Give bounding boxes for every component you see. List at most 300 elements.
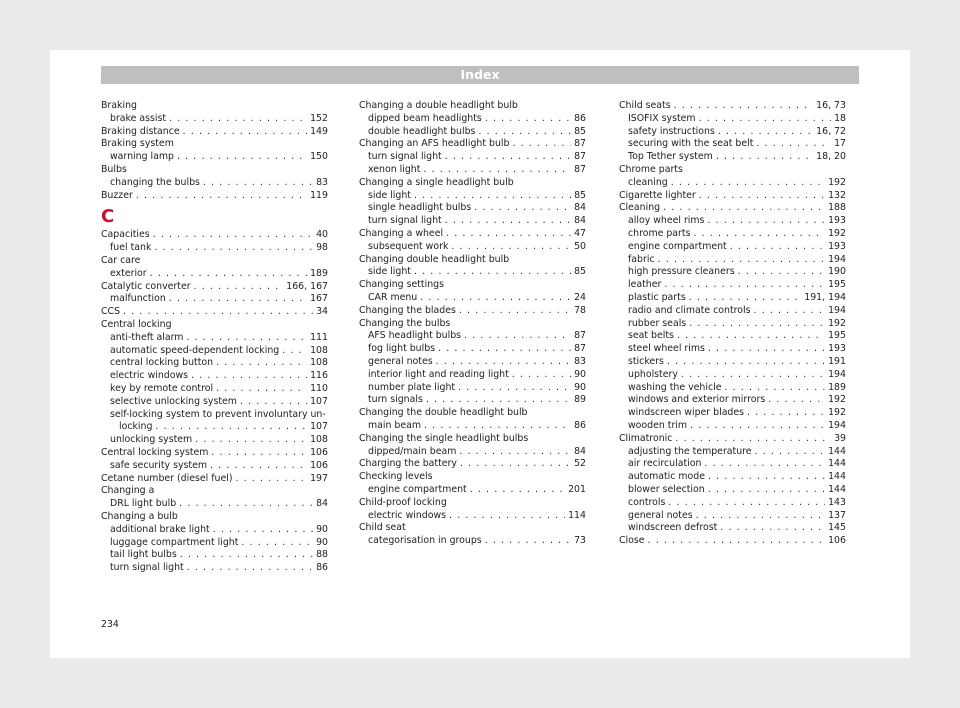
dot-leader	[423, 164, 571, 177]
entry-term: dipped/main beam	[368, 445, 457, 457]
dot-leader	[755, 446, 826, 459]
entry-term: cleaning	[628, 176, 668, 188]
index-heading: Changing a	[101, 485, 155, 497]
index-subentry	[619, 177, 846, 190]
entry-term: Cetane number (diesel fuel)	[101, 472, 233, 484]
index-heading: Changing a double headlight bulb	[359, 100, 518, 111]
dot-leader	[474, 202, 571, 215]
entry-term: exterior	[110, 267, 147, 279]
index-subentry	[619, 420, 846, 433]
entry-page-ref: 73	[574, 535, 586, 547]
entry-term: Changing an AFS headlight bulb	[359, 138, 510, 150]
entry-page-ref: 84	[316, 498, 328, 510]
entry-page-ref: 16, 73	[816, 100, 846, 111]
entry-term: stickers	[628, 355, 664, 367]
entry-page-ref: 192	[828, 227, 846, 239]
dot-leader	[664, 279, 825, 292]
index-subentry	[619, 330, 846, 343]
entry-page-ref: 98	[316, 242, 328, 254]
index-subentry	[619, 113, 846, 126]
entry-page-ref: 108	[310, 344, 328, 356]
dot-leader	[648, 535, 826, 548]
index-subentry	[359, 151, 586, 164]
entry-page-ref: 201	[568, 483, 586, 495]
entry-page-ref: 190	[828, 266, 846, 278]
index-subentry	[101, 370, 328, 383]
index-subentry	[359, 420, 586, 433]
dot-leader	[203, 177, 313, 190]
index-subentry	[619, 266, 846, 279]
index-subentry	[619, 138, 846, 151]
entry-term: windscreen defrost	[628, 522, 718, 534]
entry-term: Cigarette lighter	[619, 189, 696, 201]
index-column-3	[619, 100, 846, 548]
dot-leader	[690, 420, 825, 433]
entry-page-ref: 144	[828, 445, 846, 457]
index-heading: Changing a single headlight bulb	[359, 176, 514, 188]
dot-leader	[438, 343, 571, 356]
entry-page-ref: 87	[574, 163, 586, 175]
entry-term: windscreen wiper blades	[628, 407, 745, 419]
dot-leader	[696, 510, 825, 523]
entry-page-ref: 106	[828, 535, 846, 547]
entry-page-ref: 188	[828, 202, 846, 214]
index-subentry	[359, 202, 586, 215]
entry-term: interior light and reading light	[368, 368, 509, 380]
entry-term: turn signal light	[110, 562, 184, 574]
entry-term: DRL light bulb	[110, 498, 177, 510]
entry-page-ref: 195	[828, 279, 846, 291]
index-column-1	[101, 100, 328, 575]
dot-leader	[708, 471, 825, 484]
dot-leader	[699, 113, 832, 126]
entry-term: brake assist	[110, 112, 167, 124]
index-entry	[101, 447, 328, 460]
dot-leader	[150, 268, 307, 281]
entry-page-ref: 114	[568, 509, 586, 521]
entry-page-ref: 193	[828, 343, 846, 355]
entry-page-ref: 34	[316, 306, 328, 318]
index-subentry	[619, 151, 846, 164]
index-subentry	[359, 382, 586, 395]
entry-term: Buzzer	[101, 189, 133, 201]
entry-term: Changing a wheel	[359, 227, 444, 239]
entry-term: blower selection	[628, 483, 705, 495]
index-subentry	[619, 305, 846, 318]
entry-term: electric windows	[368, 509, 447, 521]
dot-leader	[179, 498, 313, 511]
entry-term: wooden trim	[628, 419, 688, 431]
entry-page-ref: 166, 167	[286, 280, 328, 292]
entry-page-ref: 87	[574, 138, 586, 150]
entry-term: side light	[368, 266, 411, 278]
entry-term: fabric	[628, 253, 655, 265]
index-subentry	[619, 407, 846, 420]
index-heading: Changing the bulbs	[359, 317, 451, 329]
dot-leader	[768, 394, 825, 407]
index-subentry	[101, 268, 328, 281]
index-heading: Central locking	[101, 318, 172, 330]
index-entry	[619, 202, 846, 215]
dot-leader	[426, 394, 571, 407]
entry-term: changing the bulbs	[110, 176, 200, 188]
index-subentry	[619, 228, 846, 241]
dot-leader	[186, 332, 307, 345]
entry-page-ref: 107	[310, 421, 328, 433]
dot-leader	[155, 421, 307, 434]
index-entry	[359, 138, 586, 151]
index-heading: Changing the double headlight bulb	[359, 407, 528, 419]
entry-term: general notes	[368, 355, 433, 367]
dot-leader	[459, 305, 571, 318]
index-heading: Changing a bulb	[101, 510, 178, 522]
entry-term: electric windows	[110, 370, 189, 382]
dot-leader	[485, 113, 571, 126]
index-column-2	[359, 100, 586, 548]
index-subentry	[619, 522, 846, 535]
index-subentry	[101, 113, 328, 126]
entry-page-ref: 189	[828, 381, 846, 393]
index-subentry	[359, 241, 586, 254]
entry-page-ref: 116	[310, 370, 328, 382]
index-subentry	[359, 484, 586, 497]
index-subentry	[101, 357, 328, 370]
index-subentry	[359, 126, 586, 139]
index-entry	[101, 306, 328, 319]
dot-leader	[177, 151, 307, 164]
index-subentry	[359, 215, 586, 228]
entry-term: AFS headlight bulbs	[368, 330, 462, 342]
entry-page-ref: 194	[828, 304, 846, 316]
entry-page-ref: 194	[828, 253, 846, 265]
dot-leader	[445, 215, 571, 228]
entry-page-ref: 144	[828, 471, 846, 483]
entry-page-ref: 195	[828, 330, 846, 342]
entry-page-ref: 86	[574, 112, 586, 124]
entry-page-ref: 18	[834, 112, 846, 124]
entry-term: CCS	[101, 306, 121, 318]
index-subentry	[619, 510, 846, 523]
dot-leader	[235, 473, 307, 486]
entry-term: windows and exterior mirrors	[628, 394, 766, 406]
dot-leader	[136, 190, 307, 203]
entry-page-ref: 144	[828, 458, 846, 470]
dot-leader	[693, 228, 825, 241]
entry-page-ref: 78	[574, 304, 586, 316]
dot-leader	[738, 266, 825, 279]
entry-term: turn signal light	[368, 151, 442, 163]
entry-term: plastic parts	[628, 291, 686, 303]
entry-term: luggage compartment light	[110, 536, 239, 548]
dot-leader	[211, 447, 307, 460]
entry-term: selective unlocking system	[110, 395, 237, 407]
index-subentry	[359, 292, 586, 305]
entry-page-ref: 39	[834, 432, 846, 444]
dot-leader	[747, 407, 825, 420]
dot-leader	[169, 293, 307, 306]
index-heading: Braking system	[101, 138, 174, 150]
dot-leader	[718, 126, 813, 139]
entry-term: steel wheel rims	[628, 343, 705, 355]
dot-leader	[681, 369, 825, 382]
entry-page-ref: 89	[574, 394, 586, 406]
entry-term: side light	[368, 189, 411, 201]
entry-page-ref: 167	[310, 293, 328, 305]
index-subentry	[619, 484, 846, 497]
dot-leader	[708, 343, 825, 356]
index-heading: Checking levels	[359, 471, 433, 483]
entry-term: single headlight bulbs	[368, 202, 472, 214]
entry-term: categorisation in groups	[368, 535, 482, 547]
entry-term: unlocking system	[110, 434, 193, 446]
index-subentry	[619, 497, 846, 510]
entry-term: safe security system	[110, 459, 207, 471]
entry-page-ref: 108	[310, 434, 328, 446]
entry-term: Charging the battery	[359, 458, 457, 470]
entry-term: high pressure cleaners	[628, 266, 735, 278]
entry-page-ref: 193	[828, 240, 846, 252]
entry-term: controls	[628, 496, 666, 508]
dot-leader	[674, 100, 814, 113]
entry-term: central locking button	[110, 357, 214, 369]
dot-leader	[424, 420, 571, 433]
index-subentry	[619, 254, 846, 267]
dot-leader	[689, 318, 825, 331]
index-subentry	[619, 126, 846, 139]
dot-leader	[724, 382, 825, 395]
entry-term: Catalytic converter	[101, 280, 191, 292]
index-heading: Car care	[101, 254, 141, 266]
entry-page-ref: 143	[828, 496, 846, 508]
index-subentry	[359, 190, 586, 203]
entry-page-ref: 50	[574, 240, 586, 252]
entry-term: radio and climate controls	[628, 304, 751, 316]
index-entry	[619, 433, 846, 446]
entry-page-ref: 119	[310, 189, 328, 201]
entry-term: washing the vehicle	[628, 381, 722, 393]
dot-leader	[707, 215, 825, 228]
dot-leader	[414, 190, 571, 203]
entry-term: main beam	[368, 419, 421, 431]
index-heading: Child seat	[359, 522, 406, 534]
entry-term: malfunction	[110, 293, 166, 305]
entry-page-ref: 16, 72	[816, 125, 846, 137]
entry-page-ref: 194	[828, 419, 846, 431]
dot-leader	[216, 357, 307, 370]
dot-leader	[180, 549, 313, 562]
entry-term: CAR menu	[368, 291, 418, 303]
index-entry	[101, 473, 328, 486]
entry-term: number plate light	[368, 381, 456, 393]
index-subentry	[101, 537, 328, 550]
index-subentry	[359, 394, 586, 407]
index-entry	[359, 228, 586, 241]
dot-leader	[464, 330, 571, 343]
index-subentry	[101, 151, 328, 164]
entry-term: Capacities	[101, 229, 150, 241]
index-entry	[101, 229, 328, 242]
index-subentry-text: self-locking system to prevent involuntary un-	[110, 408, 326, 420]
index-subentry	[101, 396, 328, 409]
index-subentry	[359, 356, 586, 369]
index-subentry	[101, 421, 328, 434]
entry-page-ref: 150	[310, 151, 328, 163]
entry-term: air recirculation	[628, 458, 702, 470]
dot-leader	[458, 382, 571, 395]
entry-page-ref: 83	[316, 176, 328, 188]
dot-leader	[675, 433, 831, 446]
entry-page-ref: 197	[310, 472, 328, 484]
index-subentry	[101, 345, 328, 358]
page-header: Index	[101, 66, 859, 84]
index-subentry	[101, 562, 328, 575]
entry-page-ref: 87	[574, 343, 586, 355]
entry-page-ref: 86	[574, 419, 586, 431]
dot-leader	[708, 484, 825, 497]
entry-page-ref: 192	[828, 176, 846, 188]
dot-leader	[470, 484, 565, 497]
index-heading: Braking	[101, 100, 137, 111]
entry-term: Central locking system	[101, 446, 209, 458]
dot-leader	[210, 460, 307, 473]
index-subentry	[101, 549, 328, 562]
entry-term: alloy wheel rims	[628, 215, 705, 227]
dot-leader	[213, 524, 313, 537]
dot-leader	[485, 535, 571, 548]
index-subentry	[619, 343, 846, 356]
entry-page-ref: 192	[828, 394, 846, 406]
dot-leader	[449, 510, 565, 523]
index-heading: Child-proof locking	[359, 496, 447, 508]
entry-page-ref: 193	[828, 215, 846, 227]
index-subentry	[101, 383, 328, 396]
index-subentry	[619, 318, 846, 331]
dot-leader	[187, 562, 313, 575]
entry-page-ref: 106	[310, 459, 328, 471]
index-heading: Changing settings	[359, 279, 444, 291]
entry-page-ref: 52	[574, 458, 586, 470]
entry-term: Cleaning	[619, 202, 661, 214]
index-subentry	[101, 524, 328, 537]
entry-page-ref: 106	[310, 446, 328, 458]
dot-leader	[658, 254, 825, 267]
entry-term: adjusting the temperature	[628, 445, 752, 457]
entry-term: locking	[119, 421, 153, 433]
entry-page-ref: 192	[828, 407, 846, 419]
index-entry	[101, 281, 328, 294]
dot-leader	[667, 356, 825, 369]
index-subentry	[101, 332, 328, 345]
entry-term: subsequent work	[368, 240, 449, 252]
dot-leader	[282, 345, 307, 358]
entry-page-ref: 24	[574, 291, 586, 303]
dot-leader	[730, 241, 825, 254]
entry-page-ref: 191	[828, 355, 846, 367]
index-entry	[101, 126, 328, 139]
entry-page-ref: 85	[574, 125, 586, 137]
entry-term: dipped beam headlights	[368, 112, 482, 124]
index-subentry	[619, 458, 846, 471]
entry-term: chrome parts	[628, 227, 691, 239]
entry-term: tail light bulbs	[110, 549, 177, 561]
index-heading: Bulbs	[101, 163, 127, 175]
index-subentry	[619, 369, 846, 382]
entry-page-ref: 88	[316, 549, 328, 561]
entry-page-ref: 108	[310, 357, 328, 369]
entry-term: Child seats	[619, 100, 671, 111]
index-heading: Changing the single headlight bulbs	[359, 432, 529, 444]
entry-page-ref: 84	[574, 202, 586, 214]
index-subentry	[101, 242, 328, 255]
index-subentry	[619, 241, 846, 254]
index-subentry	[359, 330, 586, 343]
entry-term: securing with the seat belt	[628, 138, 754, 150]
entry-page-ref: 87	[574, 151, 586, 163]
entry-term: turn signal light	[368, 215, 442, 227]
index-subentry	[101, 460, 328, 473]
entry-term: fuel tank	[110, 242, 152, 254]
entry-term: automatic mode	[628, 471, 705, 483]
index-entry	[619, 535, 846, 548]
entry-page-ref: 90	[574, 368, 586, 380]
index-subentry	[359, 164, 586, 177]
index-entry	[619, 100, 846, 113]
dot-leader	[169, 113, 307, 126]
index-subentry	[101, 293, 328, 306]
entry-term: Braking distance	[101, 125, 180, 137]
dot-leader	[414, 266, 571, 279]
dot-leader	[720, 522, 825, 535]
entry-page-ref: 47	[574, 227, 586, 239]
entry-term: engine compartment	[368, 483, 467, 495]
index-subentry	[359, 266, 586, 279]
dot-leader	[241, 537, 313, 550]
dot-leader	[420, 292, 571, 305]
entry-page-ref: 90	[316, 523, 328, 535]
entry-term: upholstery	[628, 368, 678, 380]
entry-page-ref: 17	[834, 138, 846, 150]
dot-leader	[445, 151, 571, 164]
index-subentry	[101, 434, 328, 447]
entry-page-ref: 90	[574, 381, 586, 393]
entry-term: xenon light	[368, 163, 421, 175]
entry-page-ref: 18, 20	[816, 151, 846, 163]
entry-term: Climatronic	[619, 432, 673, 444]
index-entry	[619, 190, 846, 203]
entry-term: seat belts	[628, 330, 674, 342]
entry-page-ref: 85	[574, 266, 586, 278]
dot-leader	[756, 138, 831, 151]
entry-term: automatic speed-dependent locking	[110, 344, 280, 356]
index-subentry	[619, 446, 846, 459]
entry-term: double headlight bulbs	[368, 125, 476, 137]
index-letter-heading: C	[101, 206, 115, 228]
entry-term: turn signals	[368, 394, 423, 406]
page-number: 234	[101, 619, 119, 630]
index-subentry	[101, 177, 328, 190]
entry-term: Close	[619, 535, 645, 547]
entry-term: fog light bulbs	[368, 343, 436, 355]
index-heading: Chrome parts	[619, 163, 683, 175]
entry-page-ref: 86	[316, 562, 328, 574]
entry-page-ref: 107	[310, 395, 328, 407]
dot-leader	[451, 241, 571, 254]
index-subentry	[619, 394, 846, 407]
dot-leader	[195, 434, 307, 447]
dot-leader	[436, 356, 571, 369]
entry-page-ref: 144	[828, 483, 846, 495]
index-subentry	[619, 471, 846, 484]
